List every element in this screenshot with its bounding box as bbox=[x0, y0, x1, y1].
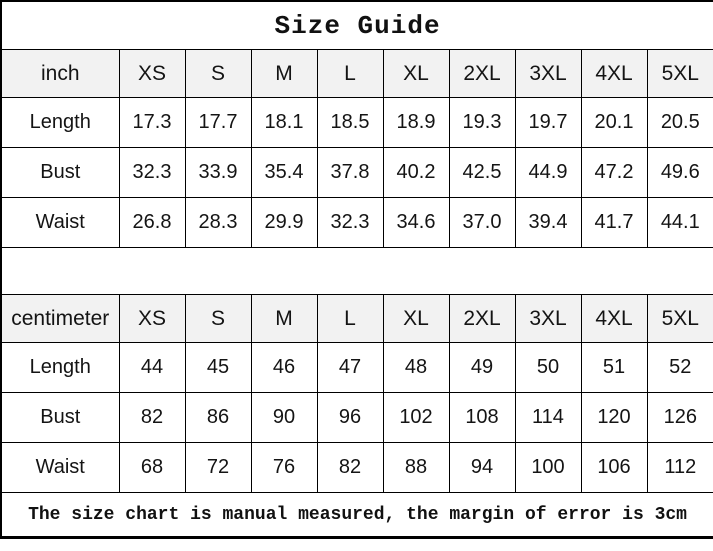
size-column-header: XL bbox=[383, 50, 449, 98]
size-column-header: S bbox=[185, 295, 251, 343]
measurement-cell: 52 bbox=[647, 343, 713, 393]
measurement-cell: 114 bbox=[515, 393, 581, 443]
size-column-header: 3XL bbox=[515, 50, 581, 98]
page-title: Size Guide bbox=[1, 1, 713, 50]
measurement-cell: 49 bbox=[449, 343, 515, 393]
spacer-cell bbox=[1, 248, 713, 295]
measurement-cell: 88 bbox=[383, 443, 449, 493]
measurement-cell: 18.5 bbox=[317, 98, 383, 148]
inch-section bbox=[1, 50, 713, 248]
measurement-cell: 120 bbox=[581, 393, 647, 443]
size-column-header: XS bbox=[119, 50, 185, 98]
measurement-cell: 35.4 bbox=[251, 148, 317, 198]
measurement-cell: 41.7 bbox=[581, 198, 647, 248]
measurement-cell: 18.9 bbox=[383, 98, 449, 148]
footer-note: The size chart is manual measured, the margin of error is 3cm bbox=[1, 493, 713, 538]
measurement-cell: 20.5 bbox=[647, 98, 713, 148]
size-column-header: 5XL bbox=[647, 295, 713, 343]
measurement-cell: 96 bbox=[317, 393, 383, 443]
measurement-cell: 18.1 bbox=[251, 98, 317, 148]
measurement-cell: 44 bbox=[119, 343, 185, 393]
measurement-cell: 102 bbox=[383, 393, 449, 443]
measurement-cell: 100 bbox=[515, 443, 581, 493]
measurement-cell: 108 bbox=[449, 393, 515, 443]
measurement-cell: 106 bbox=[581, 443, 647, 493]
measurement-cell: 86 bbox=[185, 393, 251, 443]
measurement-cell: 68 bbox=[119, 443, 185, 493]
measurement-cell: 76 bbox=[251, 443, 317, 493]
size-column-header: 3XL bbox=[515, 295, 581, 343]
centimeter-row-waist bbox=[1, 443, 713, 493]
size-column-header: XL bbox=[383, 295, 449, 343]
size-column-header: M bbox=[251, 50, 317, 98]
inch-row-length bbox=[1, 98, 713, 148]
size-column-header: XS bbox=[119, 295, 185, 343]
size-column-header: 4XL bbox=[581, 50, 647, 98]
measurement-cell: 17.7 bbox=[185, 98, 251, 148]
inch-row-bust bbox=[1, 148, 713, 198]
centimeter-row-bust bbox=[1, 393, 713, 443]
size-column-header: L bbox=[317, 295, 383, 343]
centimeter-row-length bbox=[1, 343, 713, 393]
measurement-cell: 26.8 bbox=[119, 198, 185, 248]
measurement-cell: 94 bbox=[449, 443, 515, 493]
measurement-cell: 48 bbox=[383, 343, 449, 393]
title-row bbox=[1, 1, 713, 50]
measurement-cell: 45 bbox=[185, 343, 251, 393]
size-column-header: 4XL bbox=[581, 295, 647, 343]
measurement-cell: 51 bbox=[581, 343, 647, 393]
row-label: Waist bbox=[1, 198, 119, 248]
measurement-cell: 42.5 bbox=[449, 148, 515, 198]
measurement-cell: 46 bbox=[251, 343, 317, 393]
measurement-cell: 29.9 bbox=[251, 198, 317, 248]
measurement-cell: 39.4 bbox=[515, 198, 581, 248]
unit-label-centimeter: centimeter bbox=[1, 295, 119, 343]
measurement-cell: 32.3 bbox=[317, 198, 383, 248]
measurement-cell: 19.3 bbox=[449, 98, 515, 148]
footer-row bbox=[1, 493, 713, 538]
inch-header-row bbox=[1, 50, 713, 98]
measurement-cell: 37.0 bbox=[449, 198, 515, 248]
measurement-cell: 126 bbox=[647, 393, 713, 443]
measurement-cell: 47 bbox=[317, 343, 383, 393]
size-column-header: L bbox=[317, 50, 383, 98]
measurement-cell: 44.1 bbox=[647, 198, 713, 248]
measurement-cell: 47.2 bbox=[581, 148, 647, 198]
row-label: Length bbox=[1, 98, 119, 148]
measurement-cell: 82 bbox=[317, 443, 383, 493]
measurement-cell: 20.1 bbox=[581, 98, 647, 148]
unit-label-inch: inch bbox=[1, 50, 119, 98]
measurement-cell: 49.6 bbox=[647, 148, 713, 198]
measurement-cell: 19.7 bbox=[515, 98, 581, 148]
measurement-cell: 33.9 bbox=[185, 148, 251, 198]
row-label: Bust bbox=[1, 393, 119, 443]
inch-row-waist bbox=[1, 198, 713, 248]
measurement-cell: 32.3 bbox=[119, 148, 185, 198]
centimeter-section bbox=[1, 295, 713, 493]
measurement-cell: 50 bbox=[515, 343, 581, 393]
row-label: Waist bbox=[1, 443, 119, 493]
row-label: Length bbox=[1, 343, 119, 393]
measurement-cell: 34.6 bbox=[383, 198, 449, 248]
measurement-cell: 72 bbox=[185, 443, 251, 493]
size-column-header: 2XL bbox=[449, 50, 515, 98]
size-column-header: M bbox=[251, 295, 317, 343]
measurement-cell: 37.8 bbox=[317, 148, 383, 198]
size-column-header: S bbox=[185, 50, 251, 98]
measurement-cell: 112 bbox=[647, 443, 713, 493]
measurement-cell: 17.3 bbox=[119, 98, 185, 148]
measurement-cell: 82 bbox=[119, 393, 185, 443]
row-label: Bust bbox=[1, 148, 119, 198]
measurement-cell: 90 bbox=[251, 393, 317, 443]
measurement-cell: 44.9 bbox=[515, 148, 581, 198]
centimeter-header-row bbox=[1, 295, 713, 343]
measurement-cell: 40.2 bbox=[383, 148, 449, 198]
size-column-header: 5XL bbox=[647, 50, 713, 98]
spacer-row bbox=[1, 248, 713, 295]
measurement-cell: 28.3 bbox=[185, 198, 251, 248]
size-column-header: 2XL bbox=[449, 295, 515, 343]
